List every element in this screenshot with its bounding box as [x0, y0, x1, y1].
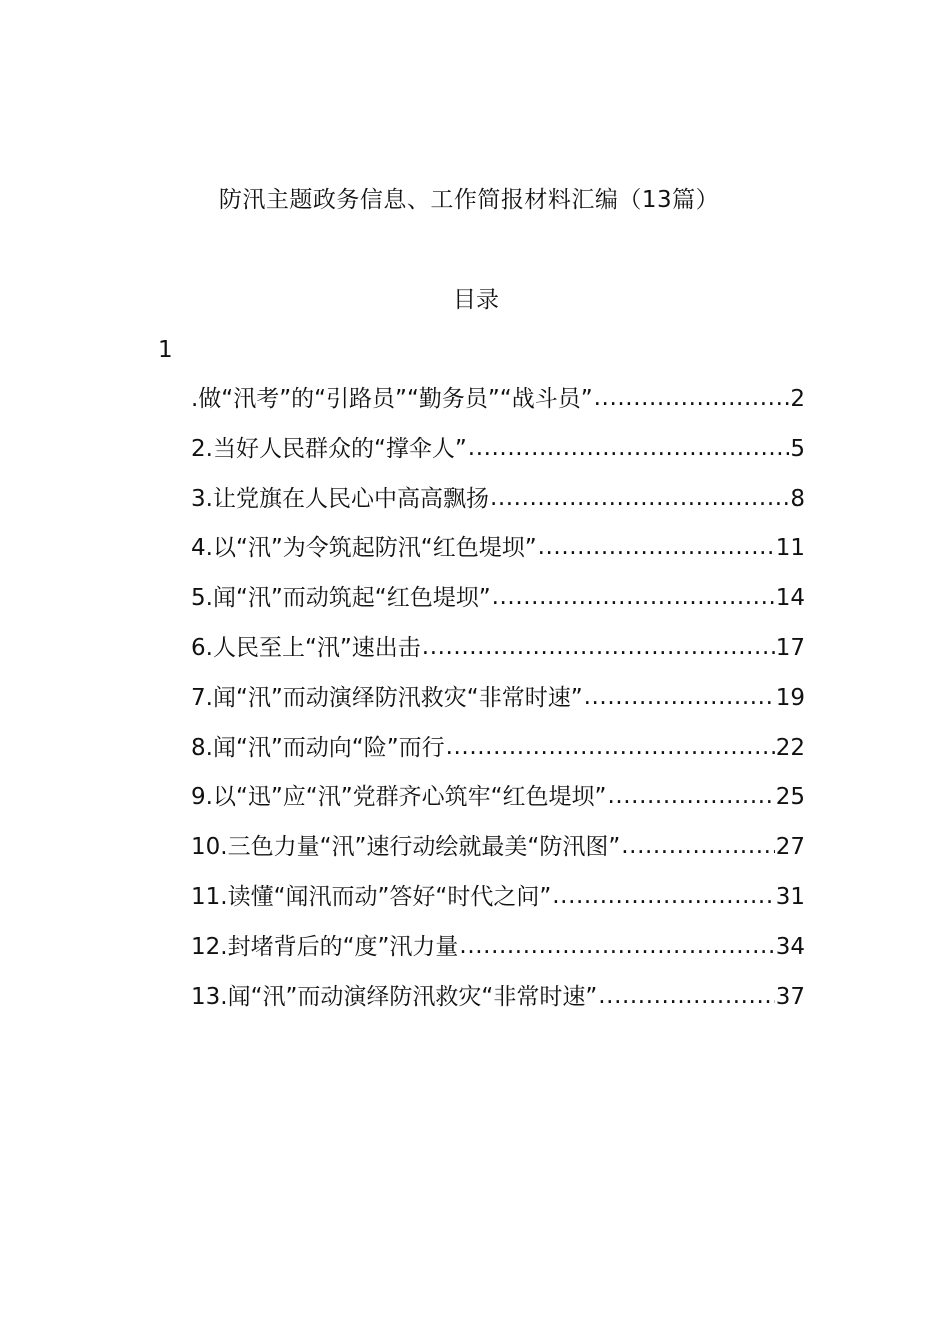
- toc-entry[interactable]: [191, 930, 805, 980]
- toc-entry-page: 14: [775, 585, 805, 612]
- toc-entry-title: 5.闻“汛”而动筑起“红色堤坝”: [191, 585, 491, 612]
- toc-entry-page: 8: [790, 485, 805, 512]
- toc-entry-page: 27: [775, 834, 805, 861]
- toc-leader-dots: [468, 431, 790, 465]
- toc-entry-page: 5: [790, 435, 805, 462]
- toc-leader-dots: [446, 730, 775, 764]
- toc-entry-title: 13.闻“汛”而动演绎防汛救灾“非常时速”: [191, 983, 598, 1010]
- toc-leader-dots: [598, 979, 774, 1013]
- toc-entry[interactable]: [191, 731, 805, 781]
- toc-entry-title: 6.人民至上“汛”速出击: [191, 634, 421, 661]
- toc-entry[interactable]: [191, 432, 805, 482]
- toc-entry-title: 8.闻“汛”而动向“险”而行: [191, 734, 445, 761]
- toc-entry-title: .做“汛考”的“引路员”“勤务员”“战斗员”: [191, 386, 593, 412]
- toc-entry-title: 3.让党旗在人民心中高高飘扬: [191, 485, 489, 512]
- toc-entry-page: 37: [775, 983, 805, 1010]
- toc-entry[interactable]: [191, 830, 805, 880]
- toc-leader-dots: [607, 779, 774, 813]
- toc-entry-title: 7.闻“汛”而动演绎防汛救灾“非常时速”: [191, 684, 583, 711]
- toc-entry[interactable]: [191, 880, 805, 930]
- table-of-contents: [191, 382, 805, 1029]
- toc-entry[interactable]: [191, 631, 805, 681]
- toc-entry-page: 25: [775, 784, 805, 811]
- toc-leader-dots: [594, 381, 790, 415]
- toc-leader-dots: [490, 481, 789, 515]
- toc-leader-dots: [459, 929, 774, 963]
- toc-leader-dots: [538, 530, 775, 564]
- toc-entry[interactable]: [191, 581, 805, 631]
- toc-entry-page: 11: [775, 535, 805, 562]
- toc-entry[interactable]: [191, 980, 805, 1030]
- document-title: 防汛主题政务信息、工作简报材料汇编（13篇）: [218, 187, 720, 213]
- section-number: 1: [158, 337, 173, 363]
- toc-entry-title: 9.以“迅”应“汛”党群齐心筑牢“红色堤坝”: [191, 784, 607, 811]
- toc-leader-dots: [621, 829, 774, 863]
- toc-entry-title: 2.当好人民群众的“撑伞人”: [191, 435, 467, 462]
- toc-entry-page: 19: [775, 684, 805, 711]
- toc-entry[interactable]: [191, 482, 805, 532]
- toc-entry-page: 31: [775, 883, 805, 910]
- toc-entry-page: 2: [790, 386, 805, 412]
- toc-entry[interactable]: [191, 382, 805, 432]
- toc-leader-dots: [422, 630, 775, 664]
- toc-entry-page: 17: [775, 634, 805, 661]
- toc-entry-title: 11.读懂“闻汛而动”答好“时代之问”: [191, 883, 552, 910]
- toc-entry-title: 12.封堵背后的“度”汛力量: [191, 933, 459, 960]
- toc-entry-title: 10.三色力量“汛”速行动绘就最美“防汛图”: [191, 834, 621, 861]
- toc-heading: 目录: [453, 287, 499, 313]
- toc-leader-dots: [584, 680, 775, 714]
- toc-entry[interactable]: [191, 681, 805, 731]
- toc-leader-dots: [492, 580, 775, 614]
- toc-leader-dots: [552, 879, 774, 913]
- toc-entry-title: 4.以“汛”为令筑起防汛“红色堤坝”: [191, 535, 537, 562]
- toc-entry[interactable]: [191, 531, 805, 581]
- toc-entry[interactable]: [191, 780, 805, 830]
- toc-entry-page: 34: [775, 933, 805, 960]
- toc-entry-page: 22: [775, 734, 805, 761]
